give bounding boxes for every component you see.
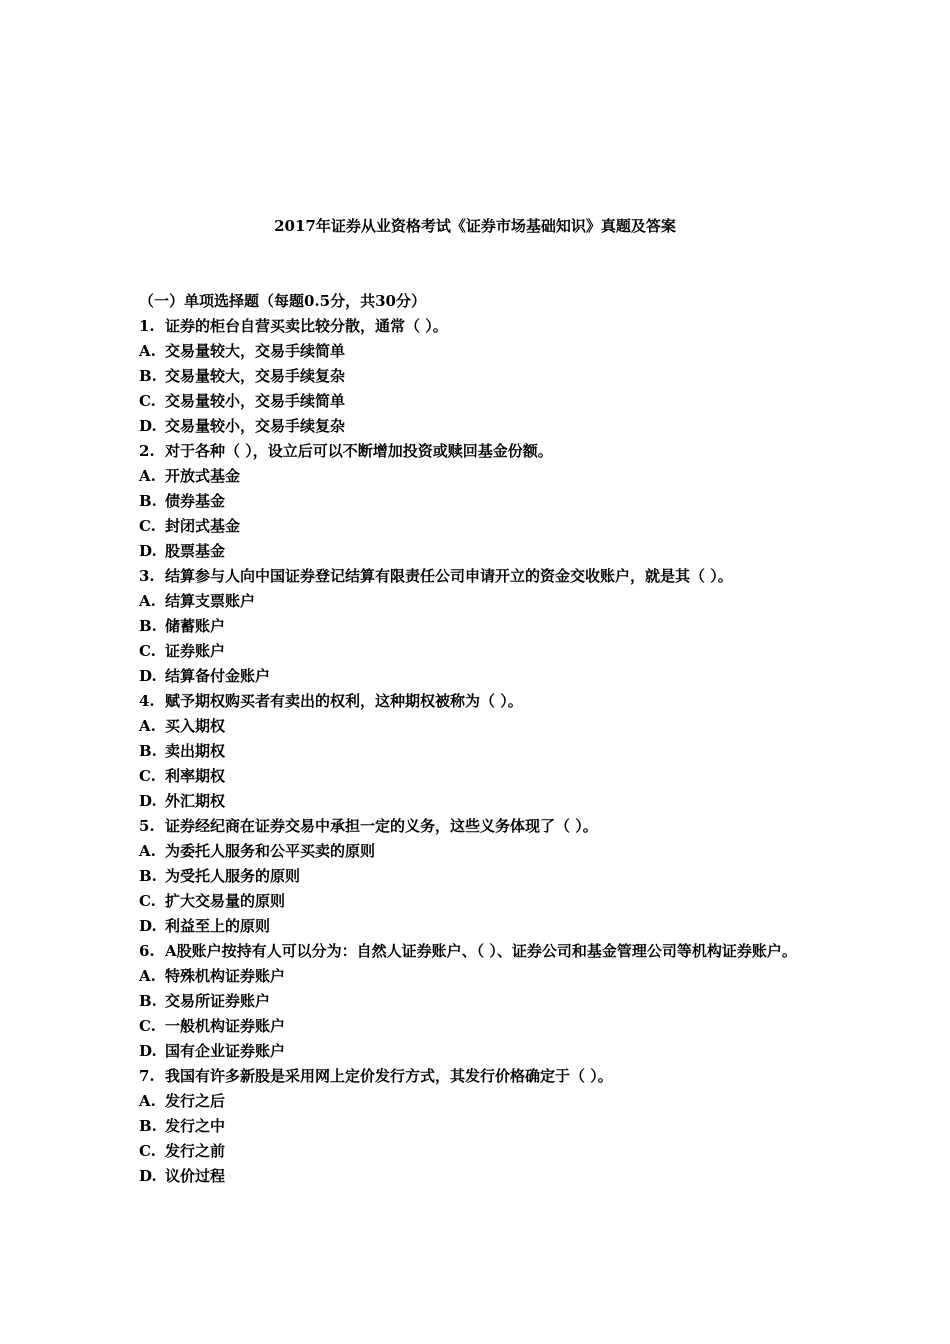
answer-option bbox=[139, 1039, 819, 1064]
section-heading: （一）单项选择题（每题0.5分，共30分） bbox=[139, 292, 426, 310]
option-letter: A. bbox=[139, 967, 156, 985]
question-stem bbox=[139, 439, 819, 464]
question-text: A股账户按持有人可以分为：自然人证券账户、（ ）、证券公司和基金管理公司等机构证券账户。 bbox=[165, 942, 797, 960]
option-letter: D. bbox=[139, 917, 157, 935]
answer-option bbox=[139, 614, 819, 639]
option-text: 发行之前 bbox=[165, 1142, 226, 1160]
answer-option bbox=[139, 1164, 819, 1189]
answer-option bbox=[139, 339, 819, 364]
option-text: 交易量较大，交易手续简单 bbox=[165, 342, 346, 360]
answer-option bbox=[139, 389, 819, 414]
option-letter: D. bbox=[139, 792, 157, 810]
answer-option bbox=[139, 839, 819, 864]
option-text: 扩大交易量的原则 bbox=[165, 892, 286, 910]
answer-option bbox=[139, 864, 819, 889]
answer-option bbox=[139, 514, 819, 539]
question-text: 证券经纪商在证券交易中承担一定的义务，这些义务体现了（ ）。 bbox=[165, 817, 598, 835]
option-letter: A. bbox=[139, 467, 156, 485]
option-letter: C. bbox=[139, 892, 156, 910]
option-letter: A. bbox=[139, 717, 156, 735]
option-text: 为委托人服务和公平买卖的原则 bbox=[165, 842, 376, 860]
option-text: 结算备付金账户 bbox=[165, 667, 271, 685]
option-letter: D. bbox=[139, 417, 157, 435]
question-5 bbox=[139, 814, 819, 939]
option-letter: A. bbox=[139, 342, 156, 360]
question-text: 结算参与人向中国证券登记结算有限责任公司申请开立的资金交收账户，就是其（ ）。 bbox=[165, 567, 733, 585]
option-text: 封闭式基金 bbox=[165, 517, 241, 535]
option-text: 结算支票账户 bbox=[165, 592, 256, 610]
question-1 bbox=[139, 314, 819, 439]
answer-option bbox=[139, 539, 819, 564]
option-letter: B. bbox=[139, 992, 157, 1010]
question-number: 5. bbox=[139, 817, 155, 835]
option-letter: C. bbox=[139, 392, 156, 410]
option-letter: C. bbox=[139, 1017, 156, 1035]
option-text: 利益至上的原则 bbox=[165, 917, 271, 935]
question-stem bbox=[139, 314, 819, 339]
option-text: 证券账户 bbox=[165, 642, 226, 660]
option-letter: B. bbox=[139, 742, 157, 760]
answer-option bbox=[139, 739, 819, 764]
option-text: 利率期权 bbox=[165, 767, 226, 785]
question-number: 3. bbox=[139, 567, 155, 585]
option-text: 开放式基金 bbox=[165, 467, 241, 485]
option-text: 为受托人服务的原则 bbox=[165, 867, 301, 885]
option-text: 国有企业证券账户 bbox=[165, 1042, 286, 1060]
question-2 bbox=[139, 439, 819, 564]
option-letter: B. bbox=[139, 492, 157, 510]
option-text: 交易量较小，交易手续简单 bbox=[165, 392, 346, 410]
answer-option bbox=[139, 1114, 819, 1139]
answer-option bbox=[139, 639, 819, 664]
option-text: 发行之中 bbox=[165, 1117, 226, 1135]
document-body bbox=[139, 289, 819, 1189]
option-letter: B. bbox=[139, 867, 157, 885]
question-stem bbox=[139, 939, 819, 964]
option-letter: D. bbox=[139, 1042, 157, 1060]
answer-option bbox=[139, 414, 819, 439]
answer-option bbox=[139, 714, 819, 739]
question-7 bbox=[139, 1064, 819, 1189]
option-letter: A. bbox=[139, 842, 156, 860]
option-letter: B. bbox=[139, 617, 157, 635]
option-text: 债券基金 bbox=[165, 492, 226, 510]
answer-option bbox=[139, 1014, 819, 1039]
question-stem bbox=[139, 814, 819, 839]
answer-option bbox=[139, 464, 819, 489]
option-letter: A. bbox=[139, 592, 156, 610]
question-number: 6. bbox=[139, 942, 155, 960]
answer-option bbox=[139, 764, 819, 789]
question-text: 对于各种（ ），设立后可以不断增加投资或赎回基金份额。 bbox=[165, 442, 553, 460]
option-letter: C. bbox=[139, 1142, 156, 1160]
answer-option bbox=[139, 889, 819, 914]
question-list bbox=[139, 314, 819, 1189]
option-text: 一般机构证券账户 bbox=[165, 1017, 286, 1035]
option-text: 交易量较大，交易手续复杂 bbox=[165, 367, 346, 385]
option-letter: A. bbox=[139, 1092, 156, 1110]
answer-option bbox=[139, 489, 819, 514]
option-letter: B. bbox=[139, 1117, 157, 1135]
question-6 bbox=[139, 939, 819, 1064]
option-text: 股票基金 bbox=[165, 542, 226, 560]
answer-option bbox=[139, 664, 819, 689]
question-number: 7. bbox=[139, 1067, 155, 1085]
option-text: 卖出期权 bbox=[165, 742, 226, 760]
question-3 bbox=[139, 564, 819, 689]
question-number: 4. bbox=[139, 692, 155, 710]
answer-option bbox=[139, 989, 819, 1014]
option-text: 特殊机构证券账户 bbox=[165, 967, 286, 985]
option-text: 储蓄账户 bbox=[165, 617, 226, 635]
option-text: 交易量较小，交易手续复杂 bbox=[165, 417, 346, 435]
option-letter: D. bbox=[139, 1167, 157, 1185]
answer-option bbox=[139, 364, 819, 389]
answer-option bbox=[139, 789, 819, 814]
option-text: 买入期权 bbox=[165, 717, 226, 735]
question-stem bbox=[139, 689, 819, 714]
question-text: 我国有许多新股是采用网上定价发行方式，其发行价格确定于（ ）。 bbox=[165, 1067, 613, 1085]
question-stem bbox=[139, 564, 819, 589]
option-letter: C. bbox=[139, 517, 156, 535]
option-letter: D. bbox=[139, 667, 157, 685]
answer-option bbox=[139, 589, 819, 614]
question-text: 赋予期权购买者有卖出的权利，这种期权被称为（ ）。 bbox=[165, 692, 523, 710]
question-stem bbox=[139, 1064, 819, 1089]
option-text: 外汇期权 bbox=[165, 792, 226, 810]
answer-option bbox=[139, 1089, 819, 1114]
option-text: 议价过程 bbox=[165, 1167, 226, 1185]
document-title: 2017年证券从业资格考试《证券市场基础知识》真题及答案 bbox=[274, 217, 676, 235]
option-text: 交易所证券账户 bbox=[165, 992, 271, 1010]
answer-option bbox=[139, 1139, 819, 1164]
question-number: 2. bbox=[139, 442, 155, 460]
option-letter: B. bbox=[139, 367, 157, 385]
option-letter: C. bbox=[139, 767, 156, 785]
option-letter: D. bbox=[139, 542, 157, 560]
question-4 bbox=[139, 689, 819, 814]
answer-option bbox=[139, 914, 819, 939]
answer-option bbox=[139, 964, 819, 989]
question-number: 1. bbox=[139, 317, 155, 335]
question-text: 证券的柜台自营买卖比较分散，通常（ ）。 bbox=[165, 317, 448, 335]
option-letter: C. bbox=[139, 642, 156, 660]
option-text: 发行之后 bbox=[165, 1092, 226, 1110]
